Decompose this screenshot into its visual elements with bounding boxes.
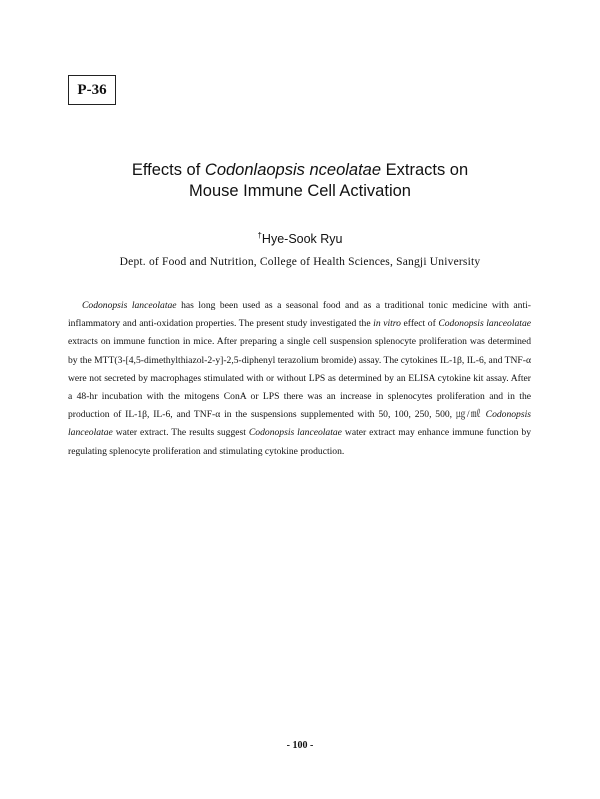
abstract-text-4: water extract. The results suggest: [112, 427, 249, 439]
author-name: Hye-Sook Ryu: [261, 232, 343, 246]
title-line-2: Mouse Immune Cell Activation: [189, 182, 411, 200]
page-number: - 100 -: [286, 740, 314, 751]
abstract-species-4: Codonopsis lanceolatae: [248, 427, 342, 439]
abstract-species-2: Codonopsis lanceolatae: [438, 318, 532, 330]
paper-title: [60, 160, 540, 202]
title-suffix: Extracts on: [381, 161, 469, 179]
poster-id-box: [68, 75, 116, 105]
affiliation: Dept. of Food and Nutrition, College of Health Sciences, Sangji University: [119, 256, 481, 268]
poster-id: P-36: [77, 81, 107, 98]
title-line-1: [60, 160, 540, 181]
abstract-text-2: effect of: [400, 318, 439, 330]
abstract: [68, 297, 531, 461]
abstract-in-vitro: in vitro: [373, 318, 401, 330]
abstract-text-5: water extract may enhance immune function by regulating splenocyte proliferation and stimulating cytokine production.: [68, 427, 532, 457]
abstract-species-1: Codonopsis lanceolatae: [82, 300, 177, 311]
title-prefix: Effects of: [131, 161, 205, 179]
corresponding-mark: †: [257, 231, 262, 240]
abstract-species-3: Codonopsis lanceolatae: [68, 409, 531, 439]
author: [60, 231, 540, 246]
abstract-text-1: has long been used as a seasonal food and as a traditional tonic medicine with anti-inflammatory and anti-oxidation properties. The present study investigated the: [68, 300, 532, 330]
title-species: Codonlaopsis nceolatae: [204, 161, 382, 179]
abstract-text-3: extracts on immune function in mice. After preparing a single cell suspension splenocyte proliferation was determined by the MTT(3-[4,5-dimethylthiazol-2-y]-2,5-diphenyl terazolium bromide) assay. The cytokines IL-1β, IL-6, and TNF-α were not secreted by macrophages stimulated with or without LPS as determined by an ELISA cytokine kit assay. After a 48-hr incubation with the mitogens ConA or LPS there was an increase in splenocytes proliferation and in the production of IL-1β, IL-6, and TNF-α in the suspensions supplemented with 50, 100, 250, 500, ㎍/㎖: [68, 336, 531, 421]
